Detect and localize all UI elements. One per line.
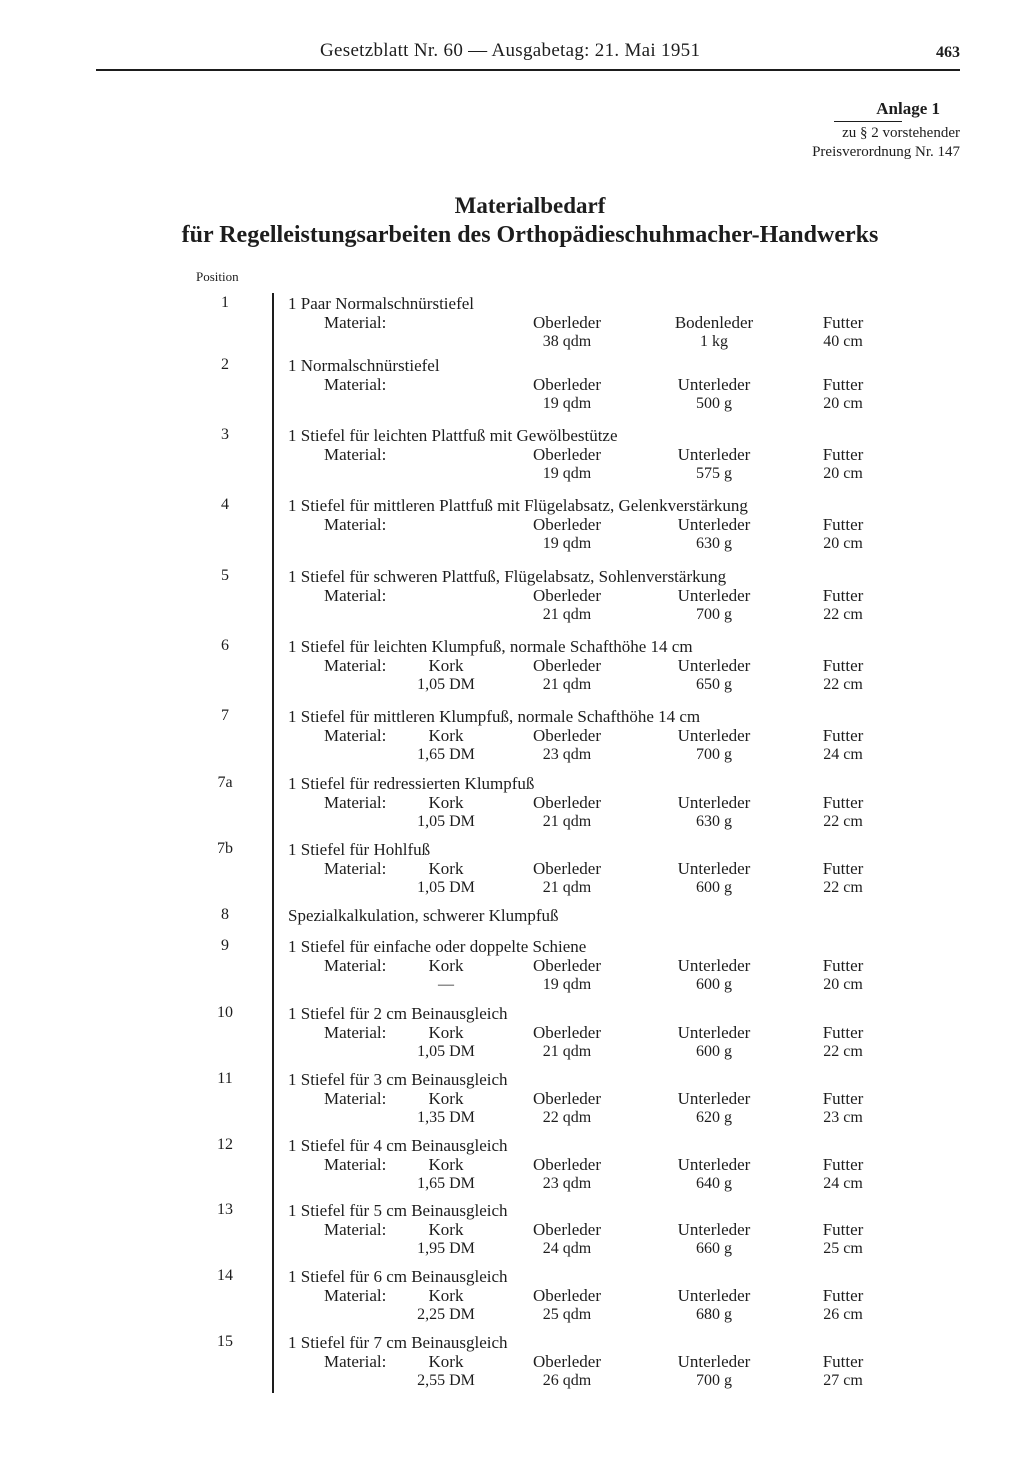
entry-description: 1 Stiefel für leichten Klumpfuß, normale Schafthöhe 14 cm xyxy=(288,637,693,656)
futter-value: 23 cm xyxy=(823,1109,863,1126)
oberleder-value: 26 qdm xyxy=(542,1372,592,1389)
entry-row xyxy=(0,496,1024,556)
entry-description: 1 Stiefel für leichten Plattfuß mit Gewölbestütze xyxy=(288,426,618,445)
entry-row xyxy=(0,637,1024,697)
oberleder-label: Oberleder xyxy=(533,445,601,464)
futter-label: Futter xyxy=(822,313,864,332)
anlage-reference xyxy=(812,124,960,162)
oberleder-value: 19 qdm xyxy=(542,976,592,993)
entry-description: 1 Stiefel für 3 cm Beinausgleich xyxy=(288,1070,508,1089)
unterleder-value: 600 g xyxy=(696,879,732,896)
unterleder-value: 630 g xyxy=(696,535,732,552)
unterleder-label: Unterleder xyxy=(677,726,751,745)
futter-label: Futter xyxy=(822,656,864,675)
entry-description: 1 Stiefel für mittleren Klumpfuß, normale Schafthöhe 14 cm xyxy=(288,707,701,726)
unterleder-label: Unterleder xyxy=(677,445,751,464)
document-subtitle: für Regelleistungsarbeiten des Orthopädieschuhmacher-Handwerks xyxy=(181,222,879,248)
material-label: Material: xyxy=(324,793,387,812)
kork-label: Kork xyxy=(428,726,464,745)
entry-description: 1 Stiefel für 2 cm Beinausgleich xyxy=(288,1004,508,1023)
futter-value: 24 cm xyxy=(823,746,863,763)
futter-label: Futter xyxy=(822,445,864,464)
oberleder-value: 19 qdm xyxy=(542,395,592,412)
futter-label: Futter xyxy=(822,793,864,812)
material-label: Material: xyxy=(324,726,387,745)
position-number: 10 xyxy=(217,1004,233,1021)
position-column-label: Position xyxy=(196,269,239,284)
document-title: Materialbedarf xyxy=(454,193,606,218)
material-label: Material: xyxy=(324,956,387,975)
unterleder-label: Bodenleder xyxy=(674,313,754,332)
futter-label: Futter xyxy=(822,1352,864,1371)
entry-description: 1 Stiefel für 4 cm Beinausgleich xyxy=(288,1136,508,1155)
futter-value: 20 cm xyxy=(823,465,863,482)
kork-label: Kork xyxy=(428,1286,464,1305)
kork-label: Kork xyxy=(428,1352,464,1371)
futter-value: 20 cm xyxy=(823,535,863,552)
oberleder-label: Oberleder xyxy=(533,1089,601,1108)
material-label: Material: xyxy=(324,1155,387,1174)
entry-row xyxy=(0,1201,1024,1261)
oberleder-value: 22 qdm xyxy=(542,1109,592,1126)
unterleder-label: Unterleder xyxy=(677,586,751,605)
oberleder-label: Oberleder xyxy=(533,313,601,332)
entry-row xyxy=(0,774,1024,834)
header-title: Gesetzblatt Nr. 60 — Ausgabetag: 21. Mai 1951 xyxy=(320,40,701,61)
kork-label: Kork xyxy=(428,1089,464,1108)
futter-value: 40 cm xyxy=(823,333,863,350)
futter-value: 22 cm xyxy=(823,879,863,896)
entry-description: 1 Stiefel für 5 cm Beinausgleich xyxy=(288,1201,508,1220)
material-label: Material: xyxy=(324,586,387,605)
position-number: 4 xyxy=(221,496,229,513)
oberleder-label: Oberleder xyxy=(533,375,601,394)
material-label: Material: xyxy=(324,375,387,394)
anlage-label: Anlage 1 xyxy=(876,99,940,118)
unterleder-label: Unterleder xyxy=(677,1352,751,1371)
position-number: 1 xyxy=(221,294,229,311)
oberleder-label: Oberleder xyxy=(533,1286,601,1305)
unterleder-value: 640 g xyxy=(696,1175,732,1192)
kork-value: 1,05 DM xyxy=(417,879,475,896)
futter-value: 22 cm xyxy=(823,1043,863,1060)
position-number: 7a xyxy=(217,774,233,791)
unterleder-value: 600 g xyxy=(696,1043,732,1060)
position-number: 14 xyxy=(217,1267,233,1284)
entry-description: 1 Stiefel für einfache oder doppelte Schiene xyxy=(288,937,587,956)
futter-value: 22 cm xyxy=(823,606,863,623)
unterleder-value: 1 kg xyxy=(700,333,728,350)
entry-description: 1 Stiefel für 7 cm Beinausgleich xyxy=(288,1333,508,1352)
unterleder-label: Unterleder xyxy=(677,1286,751,1305)
unterleder-value: 660 g xyxy=(696,1240,732,1257)
futter-value: 20 cm xyxy=(823,976,863,993)
position-number: 8 xyxy=(221,906,229,923)
kork-label: Kork xyxy=(428,859,464,878)
kork-value: 1,05 DM xyxy=(417,813,475,830)
entry-row xyxy=(0,707,1024,767)
kork-value: 1,05 DM xyxy=(417,1043,475,1060)
entry-row xyxy=(0,1267,1024,1327)
unterleder-value: 700 g xyxy=(696,1372,732,1389)
oberleder-label: Oberleder xyxy=(533,726,601,745)
oberleder-label: Oberleder xyxy=(533,956,601,975)
kork-value: — xyxy=(438,976,454,993)
oberleder-value: 25 qdm xyxy=(542,1306,592,1323)
futter-label: Futter xyxy=(822,515,864,534)
kork-value: 1,65 DM xyxy=(417,746,475,763)
entry-row xyxy=(0,840,1024,900)
kork-label: Kork xyxy=(428,1023,464,1042)
futter-value: 20 cm xyxy=(823,395,863,412)
entry-description: 1 Normalschnürstiefel xyxy=(288,356,440,375)
unterleder-label: Unterleder xyxy=(677,956,751,975)
oberleder-value: 19 qdm xyxy=(542,535,592,552)
oberleder-value: 24 qdm xyxy=(542,1240,592,1257)
kork-label: Kork xyxy=(428,656,464,675)
entry-row xyxy=(0,294,1024,354)
entry-row xyxy=(0,426,1024,486)
oberleder-label: Oberleder xyxy=(533,793,601,812)
entry-description: 1 Stiefel für schweren Plattfuß, Flügelabsatz, Sohlenverstärkung xyxy=(288,567,727,586)
futter-value: 22 cm xyxy=(823,676,863,693)
futter-label: Futter xyxy=(822,1220,864,1239)
futter-label: Futter xyxy=(822,1089,864,1108)
oberleder-label: Oberleder xyxy=(533,1155,601,1174)
oberleder-value: 21 qdm xyxy=(542,676,592,693)
unterleder-value: 575 g xyxy=(696,465,732,482)
unterleder-label: Unterleder xyxy=(677,1155,751,1174)
kork-label: Kork xyxy=(428,1220,464,1239)
kork-value: 1,65 DM xyxy=(417,1175,475,1192)
unterleder-label: Unterleder xyxy=(677,793,751,812)
unterleder-value: 620 g xyxy=(696,1109,732,1126)
material-label: Material: xyxy=(324,445,387,464)
kork-value: 2,25 DM xyxy=(417,1306,475,1323)
oberleder-label: Oberleder xyxy=(533,515,601,534)
material-label: Material: xyxy=(324,859,387,878)
position-number: 5 xyxy=(221,567,229,584)
material-label: Material: xyxy=(324,313,387,332)
material-label: Material: xyxy=(324,656,387,675)
position-number: 7 xyxy=(221,707,229,724)
oberleder-value: 21 qdm xyxy=(542,1043,592,1060)
position-number: 7b xyxy=(217,840,233,857)
entry-description: Spezialkalkulation, schwerer Klumpfuß xyxy=(288,906,559,925)
oberleder-value: 23 qdm xyxy=(542,1175,592,1192)
material-label: Material: xyxy=(324,1352,387,1371)
entry-row xyxy=(0,1004,1024,1064)
material-label: Material: xyxy=(324,1023,387,1042)
oberleder-label: Oberleder xyxy=(533,656,601,675)
unterleder-value: 700 g xyxy=(696,606,732,623)
position-number: 3 xyxy=(221,426,229,443)
futter-value: 24 cm xyxy=(823,1175,863,1192)
oberleder-value: 23 qdm xyxy=(542,746,592,763)
unterleder-label: Unterleder xyxy=(677,656,751,675)
entry-description: 1 Stiefel für mittleren Plattfuß mit Flügelabsatz, Gelenkverstärkung xyxy=(288,496,748,515)
futter-label: Futter xyxy=(822,1286,864,1305)
kork-label: Kork xyxy=(428,1155,464,1174)
futter-value: 22 cm xyxy=(823,813,863,830)
position-number: 15 xyxy=(217,1333,233,1350)
position-number: 11 xyxy=(217,1070,233,1087)
futter-label: Futter xyxy=(822,956,864,975)
material-label: Material: xyxy=(324,1286,387,1305)
futter-label: Futter xyxy=(822,1155,864,1174)
anlage-ref-line2: Preisverordnung Nr. 147 xyxy=(812,144,960,160)
oberleder-label: Oberleder xyxy=(533,1023,601,1042)
futter-value: 25 cm xyxy=(823,1240,863,1257)
oberleder-label: Oberleder xyxy=(533,859,601,878)
entry-description: 1 Stiefel für Hohlfuß xyxy=(288,840,431,859)
unterleder-value: 630 g xyxy=(696,813,732,830)
unterleder-value: 700 g xyxy=(696,746,732,763)
futter-label: Futter xyxy=(822,375,864,394)
oberleder-value: 38 qdm xyxy=(542,333,592,350)
entry-row xyxy=(0,1333,1024,1393)
anlage-underline xyxy=(834,121,902,122)
kork-label: Kork xyxy=(428,793,464,812)
kork-value: 1,05 DM xyxy=(417,676,475,693)
unterleder-value: 600 g xyxy=(696,976,732,993)
unterleder-label: Unterleder xyxy=(677,1023,751,1042)
futter-label: Futter xyxy=(822,586,864,605)
header-rule xyxy=(96,69,960,71)
kork-label: Kork xyxy=(428,956,464,975)
oberleder-value: 21 qdm xyxy=(542,813,592,830)
entry-row xyxy=(0,356,1024,416)
futter-label: Futter xyxy=(822,859,864,878)
oberleder-label: Oberleder xyxy=(533,1352,601,1371)
futter-label: Futter xyxy=(822,726,864,745)
oberleder-value: 21 qdm xyxy=(542,879,592,896)
anlage-ref-line1: zu § 2 vorstehender xyxy=(842,125,960,141)
unterleder-label: Unterleder xyxy=(677,515,751,534)
kork-value: 1,35 DM xyxy=(417,1109,475,1126)
entry-row xyxy=(0,1070,1024,1130)
kork-value: 1,95 DM xyxy=(417,1240,475,1257)
position-number: 2 xyxy=(221,356,229,373)
futter-value: 26 cm xyxy=(823,1306,863,1323)
oberleder-label: Oberleder xyxy=(533,1220,601,1239)
unterleder-label: Unterleder xyxy=(677,1220,751,1239)
entry-row xyxy=(0,937,1024,997)
futter-label: Futter xyxy=(822,1023,864,1042)
unterleder-value: 680 g xyxy=(696,1306,732,1323)
unterleder-label: Unterleder xyxy=(677,375,751,394)
material-label: Material: xyxy=(324,1220,387,1239)
position-number: 13 xyxy=(217,1201,233,1218)
page-number: 463 xyxy=(936,44,960,61)
unterleder-value: 650 g xyxy=(696,676,732,693)
entry-row xyxy=(0,567,1024,627)
entry-description: 1 Stiefel für 6 cm Beinausgleich xyxy=(288,1267,508,1286)
entry-row xyxy=(0,1136,1024,1196)
oberleder-value: 21 qdm xyxy=(542,606,592,623)
oberleder-value: 19 qdm xyxy=(542,465,592,482)
entry-description: 1 Paar Normalschnürstiefel xyxy=(288,294,474,313)
kork-value: 2,55 DM xyxy=(417,1372,475,1389)
oberleder-label: Oberleder xyxy=(533,586,601,605)
position-number: 9 xyxy=(221,937,229,954)
entry-description: 1 Stiefel für redressierten Klumpfuß xyxy=(288,774,535,793)
material-label: Material: xyxy=(324,515,387,534)
futter-value: 27 cm xyxy=(823,1372,863,1389)
position-number: 12 xyxy=(217,1136,233,1153)
unterleder-label: Unterleder xyxy=(677,1089,751,1108)
unterleder-value: 500 g xyxy=(696,395,732,412)
unterleder-label: Unterleder xyxy=(677,859,751,878)
position-number: 6 xyxy=(221,637,229,654)
material-label: Material: xyxy=(324,1089,387,1108)
